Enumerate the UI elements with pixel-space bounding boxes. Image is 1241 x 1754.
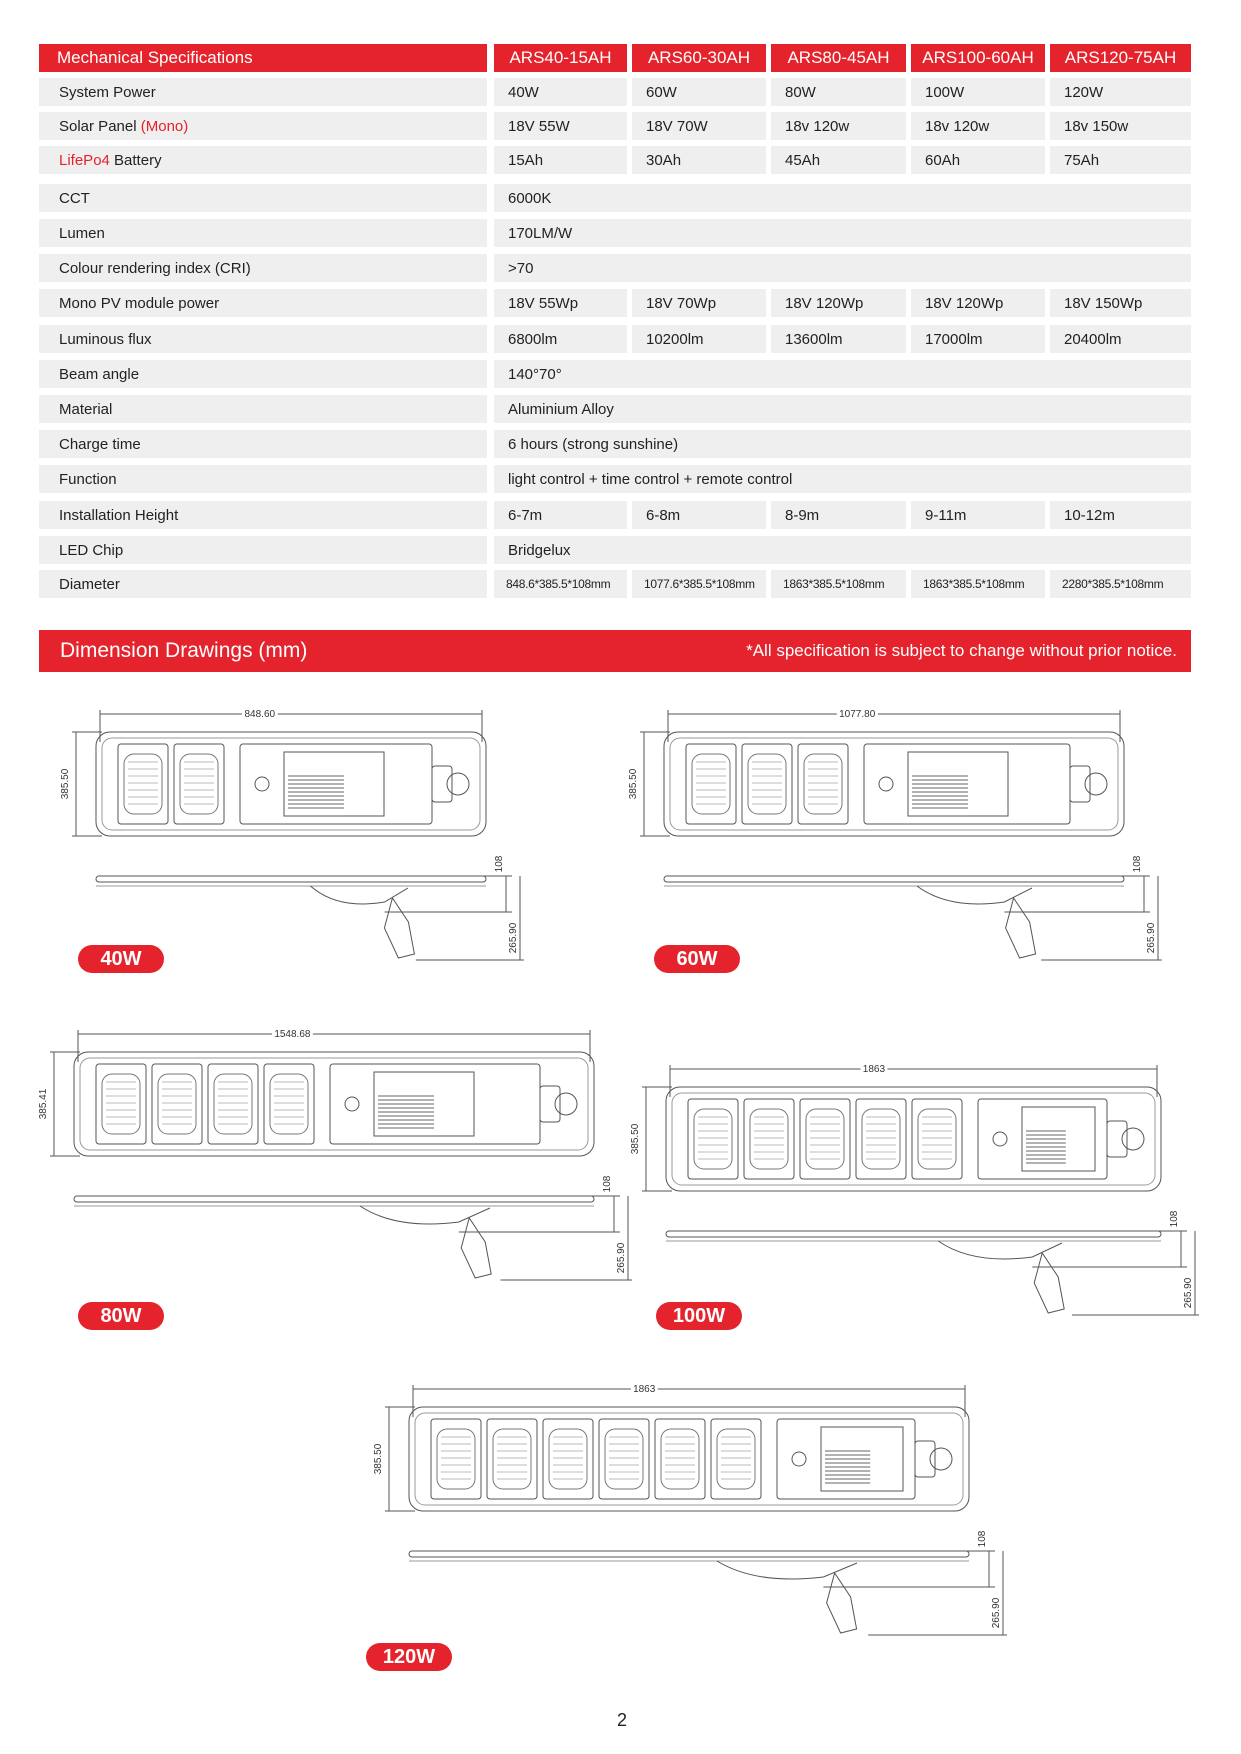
dimension-drawings-title: Dimension Drawings (mm)	[60, 639, 308, 662]
led-panel	[686, 744, 736, 824]
width-label: 385.41	[38, 1088, 49, 1120]
row-label-text: CCT	[59, 189, 90, 207]
row-value: 80W	[785, 83, 816, 101]
row-value-cell	[771, 78, 906, 106]
row-label	[39, 465, 487, 493]
row-label-text: LED Chip	[59, 541, 124, 559]
arm-label: 265.90	[616, 1242, 627, 1274]
row-label-text: Battery	[114, 151, 162, 169]
arm-housing	[938, 1241, 1062, 1259]
row-value-cell	[494, 570, 627, 598]
mounting-bracket	[540, 1086, 560, 1122]
mounting-bracket	[915, 1441, 935, 1477]
pole-adapter	[1034, 1253, 1064, 1313]
row-label	[39, 430, 487, 458]
model-header-ars40-15ah	[494, 44, 627, 72]
row-value-cell	[494, 325, 627, 353]
row-value: 18V 55W	[508, 117, 570, 135]
wattage-badge: 100W	[656, 1302, 742, 1330]
led-panel	[742, 744, 792, 824]
drawing-100w	[622, 1055, 1212, 1330]
row-value: 6 hours (strong sunshine)	[508, 435, 679, 453]
row-value-cell	[632, 570, 766, 598]
arm-housing	[311, 886, 409, 904]
row-value: 2280*385.5*108mm	[1062, 577, 1164, 591]
row-label	[39, 219, 487, 247]
row-label-text: Diameter	[59, 575, 120, 593]
pole-adapter	[827, 1573, 857, 1633]
height-label: 108	[1169, 1210, 1180, 1228]
row-label	[39, 360, 487, 388]
arm-label: 265.90	[991, 1597, 1002, 1629]
row-value-merged	[494, 395, 1191, 423]
model-name: ARS60-30AH	[647, 48, 751, 67]
model-header-ars60-30ah	[632, 44, 766, 72]
row-value-cell	[1050, 501, 1191, 529]
mechanical-specifications-table	[0, 0, 1241, 610]
side-profile	[74, 1196, 594, 1202]
row-value: Aluminium Alloy	[508, 400, 614, 418]
drawing-80w	[30, 1020, 627, 1330]
led-panel	[599, 1419, 649, 1499]
row-value: 20400lm	[1064, 330, 1122, 348]
row-label	[39, 501, 487, 529]
row-value: 18V 70Wp	[646, 294, 717, 312]
arm-label: 265.90	[508, 922, 519, 954]
led-panel	[431, 1419, 481, 1499]
row-value: 18v 120w	[925, 117, 990, 135]
row-value-cell	[911, 112, 1045, 140]
row-value-cell	[911, 325, 1045, 353]
row-value-cell	[911, 501, 1045, 529]
length-label: 1863	[633, 1384, 656, 1395]
led-panel	[688, 1099, 738, 1179]
row-label-text: Installation Height	[59, 506, 179, 524]
row-value-cell	[632, 146, 766, 174]
row-label	[39, 289, 487, 317]
height-label: 108	[1132, 855, 1143, 873]
row-label-text: Function	[59, 470, 117, 488]
row-value: 60Ah	[925, 151, 961, 169]
row-value-cell	[911, 289, 1045, 317]
row-value: 6000K	[508, 189, 552, 207]
row-value: Bridgelux	[508, 541, 571, 559]
row-value: >70	[508, 259, 534, 277]
row-label-text: System Power	[59, 83, 156, 101]
model-header-ars80-45ah	[771, 44, 906, 72]
row-value-merged	[494, 430, 1191, 458]
row-value-cell	[494, 112, 627, 140]
pole-adapter	[1006, 898, 1036, 958]
row-label-text: Colour rendering index (CRI)	[59, 259, 251, 277]
side-profile	[666, 1231, 1161, 1237]
row-value-merged	[494, 184, 1191, 212]
row-value-cell	[632, 325, 766, 353]
mounting-bracket	[1107, 1121, 1127, 1157]
row-label-text: Beam angle	[59, 365, 140, 383]
row-label-text: Mono PV module power	[59, 294, 220, 312]
row-value-cell	[494, 146, 627, 174]
row-value-cell	[632, 112, 766, 140]
length-label: 1077.80	[839, 709, 876, 720]
wattage-badge: 60W	[654, 945, 740, 973]
row-value: 18V 70W	[646, 117, 708, 135]
row-label	[39, 184, 487, 212]
model-name: ARS120-75AH	[1064, 48, 1177, 67]
drawing-120w	[365, 1375, 1002, 1675]
width-label: 385.50	[630, 1123, 641, 1155]
lamp-body-outline	[666, 1087, 1161, 1191]
arm-label: 265.90	[1146, 922, 1157, 954]
row-value-merged	[494, 465, 1191, 493]
side-profile	[409, 1551, 969, 1557]
row-value: 10-12m	[1064, 506, 1115, 524]
row-value-cell	[1050, 570, 1191, 598]
model-name: ARS40-15AH	[509, 48, 612, 67]
row-value-cell	[1050, 112, 1191, 140]
lamp-body-outline	[664, 732, 1124, 836]
row-label-text: Charge time	[59, 435, 141, 453]
row-label	[39, 146, 487, 174]
row-value-cell	[1050, 289, 1191, 317]
row-value-cell	[771, 289, 906, 317]
height-label: 108	[602, 1175, 613, 1193]
row-value: 848.6*385.5*108mm	[506, 577, 611, 591]
width-label: 385.50	[60, 768, 71, 800]
width-label: 385.50	[373, 1443, 384, 1475]
led-panel	[174, 744, 224, 824]
row-label	[39, 112, 487, 140]
row-label	[39, 325, 487, 353]
led-panel	[543, 1419, 593, 1499]
row-value: 18V 55Wp	[508, 294, 579, 312]
row-value: 170LM/W	[508, 224, 573, 242]
row-label	[39, 254, 487, 282]
row-value-merged	[494, 219, 1191, 247]
arm-housing	[360, 1206, 490, 1224]
row-value-cell	[771, 570, 906, 598]
arm-label: 265.90	[1183, 1277, 1194, 1309]
row-label-text: Luminous flux	[59, 330, 152, 348]
row-value: 10200lm	[646, 330, 704, 348]
width-label: 385.50	[628, 768, 639, 800]
row-value: 8-9m	[785, 506, 820, 524]
wattage-badge: 40W	[78, 945, 164, 973]
row-value: 18v 150w	[1064, 117, 1129, 135]
led-panel	[487, 1419, 537, 1499]
row-value: 40W	[508, 83, 539, 101]
dimension-drawings-banner	[39, 630, 1191, 672]
arm-housing	[917, 886, 1032, 904]
row-value-cell	[911, 78, 1045, 106]
row-value: 140°70°	[508, 365, 562, 383]
side-profile	[664, 876, 1124, 882]
row-label-accent: (Mono)	[140, 117, 189, 135]
row-value: 30Ah	[646, 151, 682, 169]
row-value: 45Ah	[785, 151, 821, 169]
mounting-bracket	[432, 766, 452, 802]
led-panel	[264, 1064, 314, 1144]
row-value-cell	[1050, 78, 1191, 106]
row-value-cell	[771, 146, 906, 174]
row-value: 60W	[646, 83, 677, 101]
height-label: 108	[494, 855, 505, 873]
led-panel	[856, 1099, 906, 1179]
row-value-cell	[911, 570, 1045, 598]
row-value-cell	[494, 501, 627, 529]
model-header-ars100-60ah	[911, 44, 1045, 72]
row-value: 1863*385.5*108mm	[923, 577, 1025, 591]
row-label-text: Lumen	[59, 224, 105, 242]
row-value-cell	[632, 78, 766, 106]
row-value: 100W	[925, 83, 965, 101]
specification-notice: *All specification is subject to change without prior notice.	[746, 641, 1177, 660]
row-value-cell	[494, 289, 627, 317]
model-name: ARS80-45AH	[787, 48, 890, 67]
model-name: ARS100-60AH	[922, 48, 1034, 67]
led-panel	[711, 1419, 761, 1499]
row-value-cell	[911, 146, 1045, 174]
row-value-cell	[771, 501, 906, 529]
row-value-merged	[494, 536, 1191, 564]
row-value: 18V 120Wp	[925, 294, 1004, 312]
pole-adapter	[384, 898, 414, 958]
led-panel	[208, 1064, 258, 1144]
row-value: 1077.6*385.5*108mm	[644, 577, 755, 591]
row-value: 120W	[1064, 83, 1104, 101]
row-value: 13600lm	[785, 330, 843, 348]
section-title: Mechanical Specifications	[57, 48, 253, 67]
side-profile	[96, 876, 486, 882]
row-value: 18v 120w	[785, 117, 850, 135]
row-value-cell	[1050, 325, 1191, 353]
page-number: 2	[616, 1710, 627, 1730]
row-value: 18V 150Wp	[1064, 294, 1143, 312]
row-value-cell	[771, 112, 906, 140]
row-value: 6-7m	[508, 506, 543, 524]
led-panel	[800, 1099, 850, 1179]
led-panel	[118, 744, 168, 824]
row-value-cell	[494, 78, 627, 106]
row-label	[39, 78, 487, 106]
row-value: 15Ah	[508, 151, 544, 169]
row-label-text: Material	[59, 400, 113, 418]
length-label: 1863	[862, 1064, 886, 1075]
length-label: 848.60	[244, 709, 276, 720]
row-label-text: Solar Panel	[59, 117, 137, 135]
led-panel	[744, 1099, 794, 1179]
led-panel	[798, 744, 848, 824]
row-value: light control + time control + remote control	[508, 470, 793, 488]
row-value-cell	[632, 501, 766, 529]
length-label: 1548.68	[274, 1029, 311, 1040]
row-label-accent: LifePo4	[59, 151, 110, 169]
led-panel	[96, 1064, 146, 1144]
battery-compartment	[330, 1064, 540, 1144]
pole-adapter	[461, 1218, 491, 1278]
row-value: 1863*385.5*108mm	[783, 577, 885, 591]
row-value-cell	[771, 325, 906, 353]
arm-housing	[717, 1561, 857, 1579]
row-label	[39, 395, 487, 423]
row-value-cell	[632, 289, 766, 317]
mounting-bracket	[1070, 766, 1090, 802]
led-panel	[655, 1419, 705, 1499]
led-panel	[152, 1064, 202, 1144]
led-panel	[912, 1099, 962, 1179]
row-value: 6800lm	[508, 330, 558, 348]
row-value: 18V 120Wp	[785, 294, 864, 312]
row-label	[39, 536, 487, 564]
row-value: 17000lm	[925, 330, 983, 348]
table-header-title	[39, 44, 487, 72]
row-value-merged	[494, 360, 1191, 388]
row-value-merged	[494, 254, 1191, 282]
wattage-badge: 80W	[78, 1302, 164, 1330]
row-label	[39, 570, 487, 598]
model-header-ars120-75ah	[1050, 44, 1191, 72]
row-value-cell	[1050, 146, 1191, 174]
row-value: 75Ah	[1064, 151, 1100, 169]
wattage-badge: 120W	[366, 1643, 452, 1671]
row-value: 9-11m	[925, 506, 967, 524]
row-value: 6-8m	[646, 506, 681, 524]
height-label: 108	[977, 1530, 988, 1548]
